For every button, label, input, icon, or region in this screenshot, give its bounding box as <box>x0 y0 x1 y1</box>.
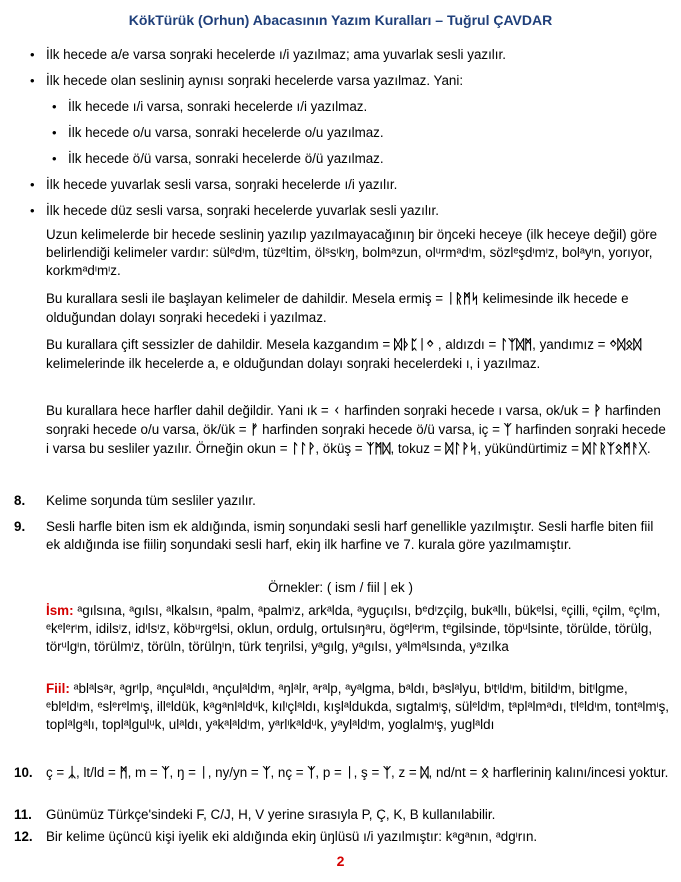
examples-heading <box>0 580 681 595</box>
item-text <box>46 764 671 783</box>
text-fragment: harfleriniŋ kalını/incesi yoktur. <box>489 765 669 780</box>
rune-text: ᛞᚦᛈᛁᛜ <box>393 338 435 353</box>
examples-ism <box>46 602 671 655</box>
fiil-label: Fiil: <box>46 681 70 696</box>
item-number: 8. <box>14 493 26 508</box>
rune-text: ᛁ <box>199 766 208 781</box>
rune-text: ᛉ <box>161 766 170 781</box>
bullet-text: İlk hecede düz sesli varsa, soŋraki hecelerde yuvarlak sesli yazılır. <box>46 203 439 218</box>
bullet-icon: • <box>52 99 57 114</box>
rune-text: ᛉ <box>503 422 512 438</box>
text-fragment: , öküş = <box>315 440 367 456</box>
text-fragment: , m = <box>127 765 162 780</box>
bullet-text: İlk hecede yuvarlak sesli varsa, soŋraki hecelerde ı/i yazılır. <box>46 177 398 192</box>
item-number: 9. <box>14 519 26 534</box>
text-fragment: Bu kurallara çift sessizler de dahildir. Mesela kazgandım = <box>46 337 394 352</box>
sub-bullet-text: İlk hecede ö/ü varsa, sonraki hecelerde ö/ü yazılmaz. <box>68 151 384 166</box>
text-fragment: Bu kurallara hece harfler dahil değildir. Yani ık = <box>46 403 333 418</box>
paragraph <box>46 226 671 279</box>
item-number: 12. <box>14 829 33 844</box>
text-fragment: . <box>646 440 651 456</box>
text-fragment: , tokuz = <box>390 440 446 456</box>
bullet-icon: • <box>30 73 35 88</box>
paragraph-text <box>46 290 671 327</box>
text-fragment: harfinden soŋraki hecede i varsa bu sesliler yazılır. Örneğin okun = <box>46 421 666 456</box>
ism-examples: ᵃgılsına, ᵃgılsı, ᵃlkalsın, ᵃpalm, ᵃpalmᶦz, arkᵃlda, ᵃyguçılsı, bᵉdᶦzçilg, bukᵃllı, bükᵉlsi, ᵉçilli, ᵉçilm, ᵉçᶦlm, ᵉkᵉlᵉrᶦm, idilsᶦz, idᶦlsᶦz, köbᵘrgᵉlsi, oklun, ordulg, ortulsıŋᵃru, ögᵉlᵉrᶦm, tᵉgilsinde, töpᵘlsinte, törüldе, törülg, törᵘlgᶦn, törülmᶦz, törüln, törülŋᶦn, türk teŋrilsi, yᵃgılg, yᵃgılsı, yᵃlmᵃlsında, yᵃzılka <box>46 603 661 654</box>
rune-text: ᛁᚱᛗᛋ <box>446 292 479 307</box>
examples-heading-text: Örnekler: ( ism / fiil | ek ) <box>268 580 413 595</box>
examples-fiil <box>46 680 671 733</box>
rune-text: ᛉᛗᛞ <box>366 441 391 457</box>
rune-text: ᛗ <box>119 766 128 781</box>
bullet-icon: • <box>52 151 57 166</box>
rune-text: ᚹ <box>593 404 602 419</box>
ism-label: İsm: <box>46 603 74 618</box>
rune-text: ᛉ <box>383 766 392 781</box>
text-fragment: , ŋ = <box>169 765 200 780</box>
item-text: Günümüz Türkçe'sindeki F, C/J, H, V yerine sırasıyla P, Ç, K, B kullanılabilir. <box>46 807 496 822</box>
rune-text: ᛞᛚᚹᛋ <box>445 441 478 457</box>
paragraph <box>46 336 671 373</box>
bullet-icon: • <box>30 47 35 62</box>
rune-text: ᛣ <box>67 766 77 781</box>
fiil-examples: ᵃblᵃlsᵃr, ᵃgrᶦlp, ᵃnçulᵃldı, ᵃnçulᵃldᶦm, ᵃŋlᵃlr, ᵃrᵃlp, ᵃyᵃlgma, bᵃldı, bᵃslᵃlyu, bᶦtᶦldᶦm, bitildᶦm, bitᶦlgme, ᵉblᵉldᶦm, ᵉslᵉrᵉlmᶦş, illᵉldük, kᵃgᵃnlᵃldᵘk, kılᶦçlᵃldı, kışlᵃldukda, sıgtalmᶦş, sülᵉldᶦm, tᵃplᵃlmᵃdı, tᶦlᵉldᶦm, tontᵃlmᶦş, toplᵃlgᵃlı, toplᵃlgulᵘk, ulᵃldı, yᵃkᵃlᵃldᶦm, yᵃrlᶦkᵃldᵘk, yᵃylᵃldᶦm, yoglalmᶦş, yuglᵃldı <box>46 681 670 732</box>
bullet-icon: • <box>30 177 35 192</box>
text-fragment: , z = <box>391 765 421 780</box>
item-number: 10. <box>14 765 33 780</box>
text-fragment: , p = <box>315 765 346 780</box>
bullet-text: İlk hecede olan sesliniŋ aynısı soŋraki hecelerde varsa yazılmaz. Yani: <box>46 73 464 88</box>
paragraph-text <box>46 680 671 733</box>
rune-text: ᛚᛉᛞᛗ <box>500 338 533 353</box>
rune-text: ᛉ <box>262 766 271 781</box>
rune-text: ᛟ <box>480 766 490 781</box>
bullet-text: İlk hecede a/e varsa soŋraki hecelerde ı/i yazılmaz; ama yuvarlak sesli yazılır. <box>46 47 506 62</box>
item-text: Kelime soŋunda tüm sesliler yazılır. <box>46 493 256 508</box>
bullet-icon: • <box>52 125 57 140</box>
text-fragment: , lt/ld = <box>76 765 120 780</box>
text-fragment: , yandımız = <box>532 337 610 352</box>
text-fragment: harfinden soŋraki hecede ö/ü varsa, iç = <box>258 421 504 437</box>
sub-bullet-text: İlk hecede ı/i varsa, sonraki hecelerde ı/i yazılmaz. <box>68 99 368 114</box>
text-fragment: , ny/yn = <box>207 765 263 780</box>
paragraph-text <box>46 602 671 655</box>
page-number: 2 <box>336 853 345 869</box>
text-fragment: , aldızdı = <box>434 337 500 352</box>
text-fragment: kelimelerinde ilk hecelerde a, e olduğundan dolayı soŋraki hecelerdeki ı, i yazılmaz. <box>46 355 541 371</box>
text-fragment: ç = <box>46 765 68 780</box>
rune-text: ᛚᛚᚹ <box>291 441 316 457</box>
paragraph-text: Uzun kelimelerde bir hecede sesliniŋ yazılıp yazılmayacağınıŋ bir öŋceki heceye (ilk heceye değil) göre belirlendiği kelimeler vardır: sülᵉdᶦm, tüzᵉlt𝗂m, ölˢsᶦkᶦŋ, bolmᵃzun, olᵘrmᵃdᶦm, sözlᵉşdᶦmᶦz, bolᵃyᶦn, yorıyor, korkmᵃdᶦmᶦz. <box>46 227 658 278</box>
rune-text: ᚠ <box>250 422 259 438</box>
text-fragment: , ş = <box>353 765 383 780</box>
item-text: Bir kelime üçüncü kişi iyelik eki aldığında ekiŋ üŋlüsü ı/i yazılmıştır: kᵃgᵃnın, ᵃdgᶦrın. <box>46 829 538 844</box>
sub-bullet-text: İlk hecede o/u varsa, sonraki hecelerde o/u yazılmaz. <box>68 125 384 140</box>
text-fragment: harfinden soŋraki hecede o/u varsa, ök/ük = <box>46 403 661 437</box>
paragraph-text <box>46 402 671 458</box>
item-number: 11. <box>14 807 32 822</box>
text-fragment: Bu kurallara sesli ile başlayan kelimeler de dahildir. Mesela ermiş = <box>46 291 447 306</box>
page-title: KökTürük (Orhun) Abacasının Yazım Kuralları – Tuğrul ÇAVDAR <box>128 12 553 28</box>
paragraph <box>46 290 671 327</box>
rune-text: ᛜᛞᛟᛞ <box>609 338 642 353</box>
text-fragment: , nd/nt = <box>428 765 481 780</box>
rune-text: ᚲ <box>332 404 341 419</box>
rune-text: ᛉ <box>307 766 316 781</box>
paragraph <box>46 402 671 458</box>
rune-text: ᛞᛚᚱᛉᛟᛗᚨᚷ <box>582 441 647 457</box>
rune-text: ᛁ <box>345 766 354 781</box>
text-fragment: kelimesinde ilk hecede e olduğundan dolayı soŋraki hecedeki i yazılmaz. <box>46 291 629 325</box>
text-fragment: , nç = <box>270 765 308 780</box>
text-fragment: , yükündürtimiz = <box>477 440 583 456</box>
text-fragment: harfinden soŋraki hecede ı varsa, ok/uk = <box>340 403 594 418</box>
bullet-icon: • <box>30 203 35 218</box>
item-text: Sesli harfle biten ism ek aldığında, ismiŋ soŋundaki sesli harf genellikle yazılmıştır. Sesli harfle biten fiil ek aldığında ise fiiliŋ soŋundaki sesli harf, ekiŋ ilk harfine ve 7. kurala göre yazılmamıştır. <box>46 519 654 552</box>
rune-text: ᛞ <box>420 766 429 781</box>
paragraph-text <box>46 336 671 373</box>
